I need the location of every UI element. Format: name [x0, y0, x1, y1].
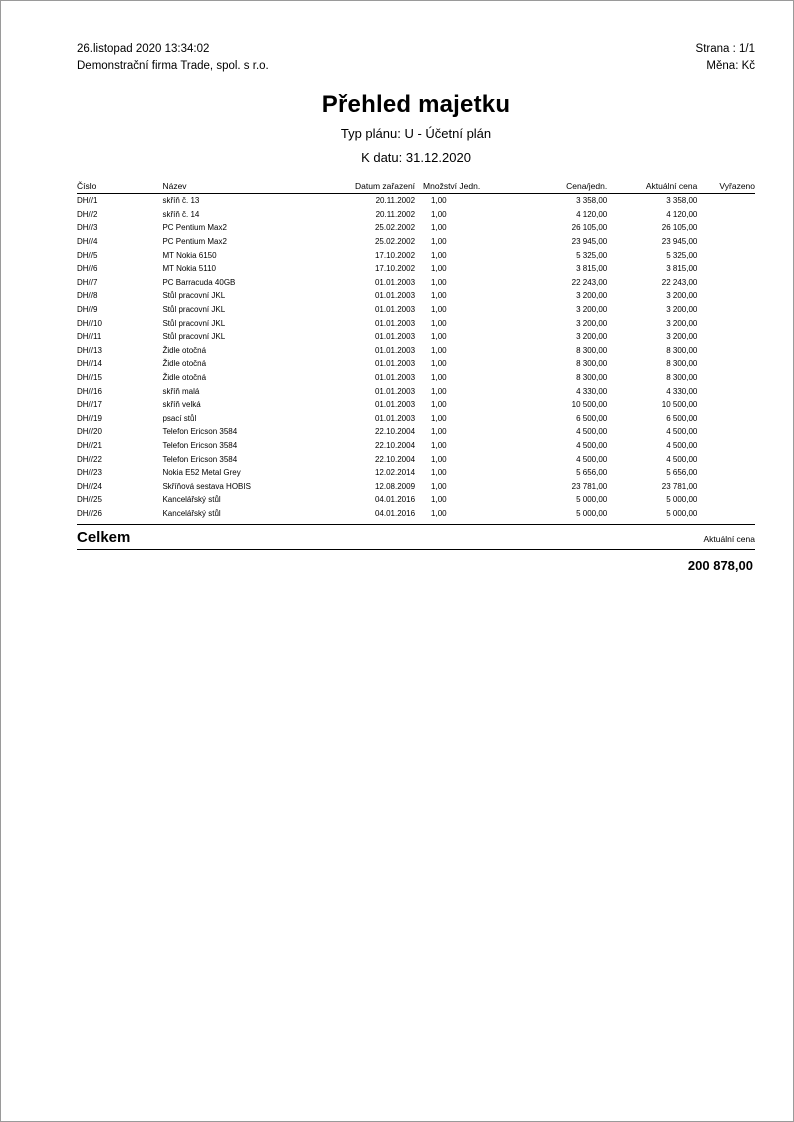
- table-row: [77, 371, 755, 385]
- total-caption: Aktuální cena: [703, 534, 755, 545]
- cell-vyrazeno: [697, 452, 755, 466]
- cell-aktualni-cena: 5 656,00: [666, 468, 698, 478]
- cell-nazev: MT Nokia 6150: [162, 250, 217, 260]
- table-row: [77, 398, 755, 412]
- table-row: [77, 262, 755, 276]
- total-label: Celkem: [77, 529, 131, 547]
- cell-nazev: Skříňová sestava HOBIS: [162, 481, 251, 491]
- asset-table: [77, 181, 755, 520]
- cell-mnozstvi: 1,00: [431, 481, 447, 491]
- cell-mnozstvi: 1,00: [431, 413, 447, 423]
- cell-nazev: Telefon Ericson 3584: [162, 427, 238, 437]
- cell-mnozstvi: 1,00: [431, 277, 447, 287]
- cell-mnozstvi: 1,00: [431, 468, 447, 478]
- table-row: [77, 316, 755, 330]
- cell-mnozstvi: 1,00: [431, 400, 447, 410]
- cell-cislo: DH//26: [77, 508, 102, 518]
- page-title: Přehled majetku: [321, 91, 511, 118]
- table-row: [77, 235, 755, 249]
- cell-datum: 17.10.2002: [374, 264, 416, 274]
- cell-datum: 01.01.2003: [374, 291, 416, 301]
- cell-aktualni-cena: 4 330,00: [666, 386, 698, 396]
- cell-vyrazeno: [697, 262, 755, 276]
- cell-cena: 3 815,00: [576, 264, 608, 274]
- cell-mnozstvi: 1,00: [431, 209, 447, 219]
- document-content: [77, 41, 755, 573]
- cell-nazev: PC Barracuda 40GB: [162, 277, 236, 287]
- cell-nazev: skříň malá: [162, 386, 200, 396]
- cell-vyrazeno: [697, 439, 755, 453]
- cell-nazev: Židle otočná: [162, 345, 207, 355]
- cell-aktualni-cena: 5 000,00: [666, 495, 698, 505]
- cell-datum: 01.01.2003: [374, 373, 416, 383]
- cell-vyrazeno: [697, 344, 755, 358]
- cell-mnozstvi: 1,00: [431, 318, 447, 328]
- cell-cena: 23 781,00: [571, 481, 608, 491]
- cell-cena: 4 500,00: [576, 427, 608, 437]
- cell-datum: 17.10.2002: [374, 250, 416, 260]
- cell-datum: 22.10.2004: [374, 454, 416, 464]
- cell-nazev: Stůl pracovní JKL: [162, 291, 226, 301]
- table-row: [77, 466, 755, 480]
- cell-cislo: DH//9: [77, 305, 98, 315]
- cell-nazev: Stůl pracovní JKL: [162, 318, 226, 328]
- table-row: [77, 479, 755, 493]
- cell-nazev: Telefon Ericson 3584: [162, 454, 238, 464]
- cell-cislo: DH//13: [77, 345, 102, 355]
- cell-vyrazeno: [697, 289, 755, 303]
- cell-cena: 22 243,00: [571, 277, 608, 287]
- cell-vyrazeno: [697, 493, 755, 507]
- company-name: Demonstrační firma Trade, spol. s r.o.: [77, 60, 269, 72]
- table-row: [77, 303, 755, 317]
- cell-cislo: DH//20: [77, 427, 102, 437]
- cell-vyrazeno: [697, 371, 755, 385]
- cell-datum: 01.01.2003: [374, 305, 416, 315]
- cell-vyrazeno: [697, 208, 755, 222]
- table-row: [77, 425, 755, 439]
- table-row: [77, 357, 755, 371]
- cell-mnozstvi: 1,00: [431, 196, 447, 206]
- cell-cena: 26 105,00: [571, 223, 608, 233]
- cell-cena: 8 300,00: [576, 345, 608, 355]
- cell-vyrazeno: [697, 221, 755, 235]
- cell-nazev: Kancelářský stůl: [162, 495, 221, 505]
- column-header-aktualni-cena: Aktuální cena: [607, 181, 697, 194]
- column-header-mnozstvi-text: Množství: [423, 181, 458, 191]
- asset-table-head: [77, 181, 755, 194]
- cell-cislo: DH//11: [77, 332, 102, 342]
- cell-nazev: Nokia E52 Metal Grey: [162, 468, 241, 478]
- cell-vyrazeno: [697, 507, 755, 521]
- cell-aktualni-cena: 5 325,00: [666, 250, 698, 260]
- table-row: [77, 384, 755, 398]
- currency-label: Měna: Kč: [706, 60, 755, 72]
- cell-datum: 01.01.2003: [374, 345, 416, 355]
- cell-nazev: PC Pentium Max2: [162, 237, 227, 247]
- cell-aktualni-cena: 4 500,00: [666, 440, 698, 450]
- table-row: [77, 194, 755, 208]
- cell-datum: 01.01.2003: [374, 413, 416, 423]
- column-header-datum: Datum zařazení: [334, 181, 420, 194]
- cell-mnozstvi: 1,00: [431, 223, 447, 233]
- cell-datum: 12.02.2014: [374, 468, 416, 478]
- table-row: [77, 439, 755, 453]
- cell-nazev: Telefon Ericson 3584: [162, 440, 238, 450]
- cell-nazev: psací stůl: [162, 413, 197, 423]
- cell-aktualni-cena: 4 500,00: [666, 454, 698, 464]
- cell-cislo: DH//23: [77, 468, 102, 478]
- cell-datum: 01.01.2003: [374, 277, 416, 287]
- cell-vyrazeno: [697, 425, 755, 439]
- cell-aktualni-cena: 26 105,00: [661, 223, 698, 233]
- cell-vyrazeno: [697, 303, 755, 317]
- cell-datum: 25.02.2002: [374, 223, 416, 233]
- cell-cena: 3 200,00: [576, 318, 608, 328]
- cell-mnozstvi: 1,00: [431, 345, 447, 355]
- cell-datum: 12.08.2009: [374, 481, 416, 491]
- cell-cislo: DH//25: [77, 495, 102, 505]
- cell-aktualni-cena: 5 000,00: [666, 508, 698, 518]
- cell-vyrazeno: [697, 316, 755, 330]
- column-header-vyrazeno: Vyřazeno: [697, 181, 755, 194]
- table-row: [77, 344, 755, 358]
- cell-cena: 5 000,00: [576, 495, 608, 505]
- cell-cislo: DH//6: [77, 264, 98, 274]
- cell-aktualni-cena: 3 815,00: [666, 264, 698, 274]
- cell-cena: 3 358,00: [576, 196, 608, 206]
- cell-nazev: Židle otočná: [162, 373, 207, 383]
- cell-cislo: DH//10: [77, 318, 102, 328]
- cell-nazev: skříň č. 13: [162, 196, 200, 206]
- cell-nazev: Stůl pracovní JKL: [162, 332, 226, 342]
- page-number: Strana : 1/1: [695, 43, 755, 55]
- cell-vyrazeno: [697, 248, 755, 262]
- cell-datum: 01.01.2003: [374, 386, 416, 396]
- table-row: [77, 330, 755, 344]
- cell-cislo: DH//14: [77, 359, 102, 369]
- header-row-2: [77, 58, 755, 75]
- cell-mnozstvi: 1,00: [431, 373, 447, 383]
- cell-vyrazeno: [697, 330, 755, 344]
- cell-mnozstvi: 1,00: [431, 332, 447, 342]
- total-value: 200 878,00: [687, 558, 753, 574]
- cell-mnozstvi: 1,00: [431, 264, 447, 274]
- cell-mnozstvi: 1,00: [431, 305, 447, 315]
- table-row: [77, 208, 755, 222]
- cell-cislo: DH//22: [77, 454, 102, 464]
- cell-aktualni-cena: 6 500,00: [666, 413, 698, 423]
- cell-cena: 3 200,00: [576, 305, 608, 315]
- print-datetime: 26.listopad 2020 13:34:02: [77, 43, 210, 55]
- cell-vyrazeno: [697, 398, 755, 412]
- table-row: [77, 248, 755, 262]
- cell-cena: 3 200,00: [576, 291, 608, 301]
- cell-datum: 20.11.2002: [375, 209, 416, 219]
- column-header-mnozstvi: [419, 181, 517, 194]
- column-header-jedn-text: Jedn.: [459, 181, 481, 191]
- cell-datum: 01.01.2003: [374, 400, 416, 410]
- table-row: [77, 507, 755, 521]
- cell-cena: 5 325,00: [576, 250, 608, 260]
- cell-cena: 5 656,00: [576, 468, 608, 478]
- cell-aktualni-cena: 8 300,00: [666, 359, 698, 369]
- cell-cislo: DH//17: [77, 400, 102, 410]
- cell-mnozstvi: 1,00: [431, 250, 447, 260]
- column-header-cena: Cena/jedn.: [517, 181, 608, 194]
- cell-aktualni-cena: 3 200,00: [666, 291, 698, 301]
- cell-nazev: Kancelářský stůl: [162, 508, 221, 518]
- cell-aktualni-cena: 23 945,00: [661, 237, 698, 247]
- cell-cena: 6 500,00: [576, 413, 608, 423]
- cell-cena: 3 200,00: [576, 332, 608, 342]
- cell-aktualni-cena: 3 200,00: [666, 318, 698, 328]
- cell-cena: 10 500,00: [571, 400, 608, 410]
- cell-cena: 4 330,00: [576, 386, 608, 396]
- cell-vyrazeno: [697, 412, 755, 426]
- cell-mnozstvi: 1,00: [431, 291, 447, 301]
- cell-aktualni-cena: 4 120,00: [666, 209, 698, 219]
- cell-nazev: Židle otočná: [162, 359, 207, 369]
- cell-mnozstvi: 1,00: [431, 427, 447, 437]
- cell-cislo: DH//5: [77, 250, 98, 260]
- cell-cena: 8 300,00: [576, 359, 608, 369]
- cell-cena: 8 300,00: [576, 373, 608, 383]
- cell-vyrazeno: [697, 276, 755, 290]
- cell-datum: 01.01.2003: [374, 359, 416, 369]
- table-row: [77, 276, 755, 290]
- cell-nazev: MT Nokia 5110: [162, 264, 216, 274]
- cell-mnozstvi: 1,00: [431, 440, 447, 450]
- cell-cena: 4 500,00: [576, 440, 608, 450]
- cell-aktualni-cena: 3 200,00: [666, 305, 698, 315]
- cell-vyrazeno: [697, 357, 755, 371]
- cell-vyrazeno: [697, 479, 755, 493]
- cell-cena: 23 945,00: [571, 237, 608, 247]
- cell-mnozstvi: 1,00: [431, 237, 447, 247]
- cell-nazev: PC Pentium Max2: [162, 223, 227, 233]
- column-header-nazev: Název: [162, 181, 333, 194]
- cell-datum: 22.10.2004: [374, 440, 416, 450]
- cell-datum: 04.01.2016: [374, 495, 416, 505]
- header-row-1: [77, 41, 755, 58]
- table-row: [77, 412, 755, 426]
- cell-aktualni-cena: 23 781,00: [661, 481, 698, 491]
- cell-cislo: DH//15: [77, 373, 102, 383]
- as-of-date-line: K datu: 31.12.2020: [361, 150, 471, 165]
- table-header-row: [77, 181, 755, 194]
- cell-mnozstvi: 1,00: [431, 359, 447, 369]
- cell-aktualni-cena: 8 300,00: [666, 373, 698, 383]
- cell-datum: 20.11.2002: [375, 196, 416, 206]
- plan-type-line: Typ plánu: U - Účetní plán: [340, 126, 492, 141]
- cell-nazev: Stůl pracovní JKL: [162, 305, 226, 315]
- cell-datum: 01.01.2003: [374, 318, 416, 328]
- cell-cislo: DH//7: [77, 277, 98, 287]
- table-row: [77, 493, 755, 507]
- cell-cena: 4 120,00: [576, 209, 608, 219]
- cell-aktualni-cena: 8 300,00: [666, 345, 698, 355]
- cell-aktualni-cena: 4 500,00: [666, 427, 698, 437]
- cell-cislo: DH//2: [77, 209, 98, 219]
- cell-aktualni-cena: 3 200,00: [666, 332, 698, 342]
- cell-cena: 5 000,00: [576, 508, 608, 518]
- cell-vyrazeno: [697, 384, 755, 398]
- cell-mnozstvi: 1,00: [431, 454, 447, 464]
- cell-cena: 4 500,00: [576, 454, 608, 464]
- total-row: [77, 525, 755, 546]
- cell-aktualni-cena: 22 243,00: [661, 277, 698, 287]
- table-row: [77, 452, 755, 466]
- cell-aktualni-cena: 10 500,00: [661, 400, 698, 410]
- cell-datum: 04.01.2016: [374, 508, 416, 518]
- cell-nazev: skříň č. 14: [162, 209, 200, 219]
- cell-cislo: DH//8: [77, 291, 98, 301]
- cell-cislo: DH//16: [77, 386, 102, 396]
- cell-mnozstvi: 1,00: [431, 495, 447, 505]
- cell-cislo: DH//3: [77, 223, 98, 233]
- asset-table-body: [77, 194, 755, 521]
- table-row: [77, 221, 755, 235]
- cell-cislo: DH//1: [77, 196, 98, 206]
- cell-cislo: DH//24: [77, 481, 102, 491]
- cell-datum: 22.10.2004: [374, 427, 416, 437]
- table-row: [77, 289, 755, 303]
- cell-mnozstvi: 1,00: [431, 508, 447, 518]
- cell-cislo: DH//21: [77, 440, 102, 450]
- column-header-cislo: Číslo: [77, 181, 162, 194]
- cell-datum: 01.01.2003: [374, 332, 416, 342]
- cell-aktualni-cena: 3 358,00: [666, 196, 698, 206]
- cell-datum: 25.02.2002: [374, 237, 416, 247]
- cell-mnozstvi: 1,00: [431, 386, 447, 396]
- cell-cislo: DH//19: [77, 413, 102, 423]
- cell-vyrazeno: [697, 466, 755, 480]
- cell-nazev: skříň velká: [162, 400, 201, 410]
- cell-vyrazeno: [697, 194, 755, 208]
- cell-cislo: DH//4: [77, 237, 98, 247]
- cell-vyrazeno: [697, 235, 755, 249]
